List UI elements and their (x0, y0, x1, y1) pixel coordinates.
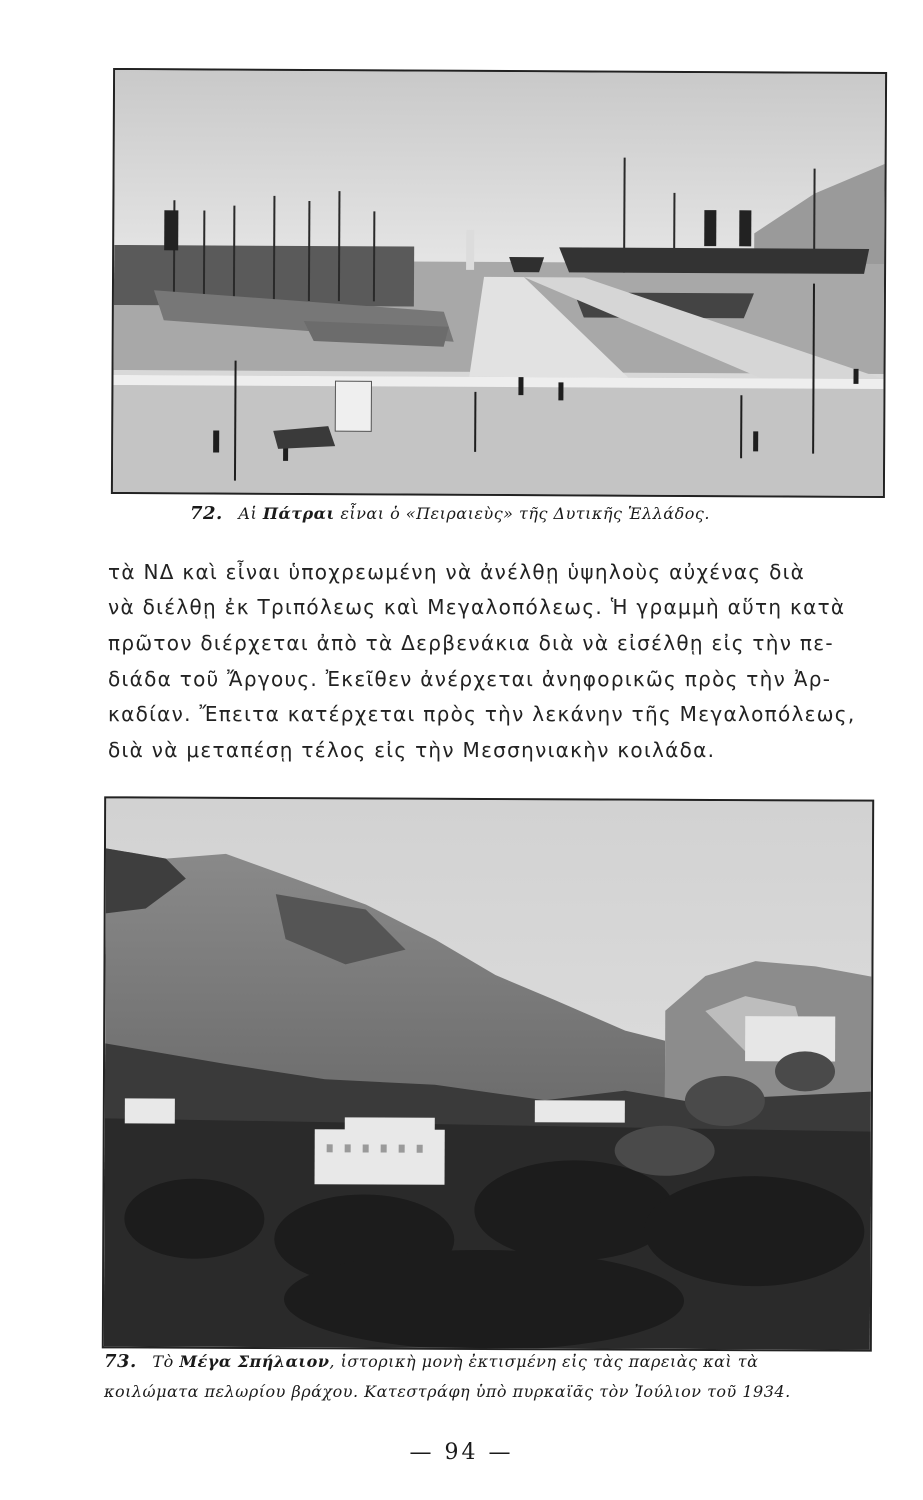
body-text-line-2: νὰ διέλθῃ ἐκ Τριπόλεως καὶ Μεγαλοπόλεως. Ἡ γραμμὴ αὕτη κατὰ (108, 595, 846, 619)
figure-72-caption-pre: Αἱ (238, 504, 258, 523)
body-text-line-4: διάδα τοῦ Ἄργους. Ἐκεῖθεν ἀνέρχεται ἀνηφορικῶς πρὸς τὴν Ἀρ- (108, 667, 832, 691)
figure-72-caption (190, 503, 710, 524)
page-number: — 94 — (409, 1440, 514, 1465)
figure-73-caption-bold: Μέγα Σπήλαιον (179, 1352, 330, 1371)
body-text-line-3: πρῶτον διέρχεται ἀπὸ τὰ Δερβενάκια διὰ νὰ εἰσέλθῃ εἰς τὴν πε- (108, 631, 834, 655)
figure-72-caption-post: εἶναι ὁ «Πειραιεὺς» τῆς Δυτικῆς Ἑλλάδος. (340, 504, 710, 523)
figure-73-caption-line-1 (104, 1351, 758, 1372)
figure-73-caption-pre: Τὸ (152, 1352, 174, 1371)
photo-mega-spilaio (102, 796, 874, 1351)
figure-72-caption-bold: Πάτραι (262, 504, 335, 523)
body-text-line-6: διὰ νὰ μεταπέσῃ τέλος εἰς τὴν Μεσσηνιακὴν κοιλάδα. (108, 738, 716, 762)
figure-73-number: 73. (104, 1351, 137, 1372)
body-text-line-5: καδίαν. Ἔπειτα κατέρχεται πρὸς τὴν λεκάνην τῆς Μεγαλοπόλεως, (108, 702, 856, 726)
figure-73-caption-line-2: κοιλώματα πελωρίου βράχου. Κατεστράφη ὑπὸ πυρκαϊᾶς τὸν Ἰούλιον τοῦ 1934. (104, 1382, 791, 1401)
body-text-line-1: τὰ ΝΔ καὶ εἶναι ὑποχρεωμένη νὰ ἀνέλθῃ ὑψηλοὺς αὐχένας διὰ (108, 560, 806, 584)
figure-72-number: 72. (190, 503, 223, 524)
photo-patras-harbor (111, 68, 887, 498)
figure-73-caption-l1-post: , ἱστορικὴ μονὴ ἐκτισμένη εἰς τὰς παρειὰς καὶ τὰ (329, 1352, 759, 1371)
